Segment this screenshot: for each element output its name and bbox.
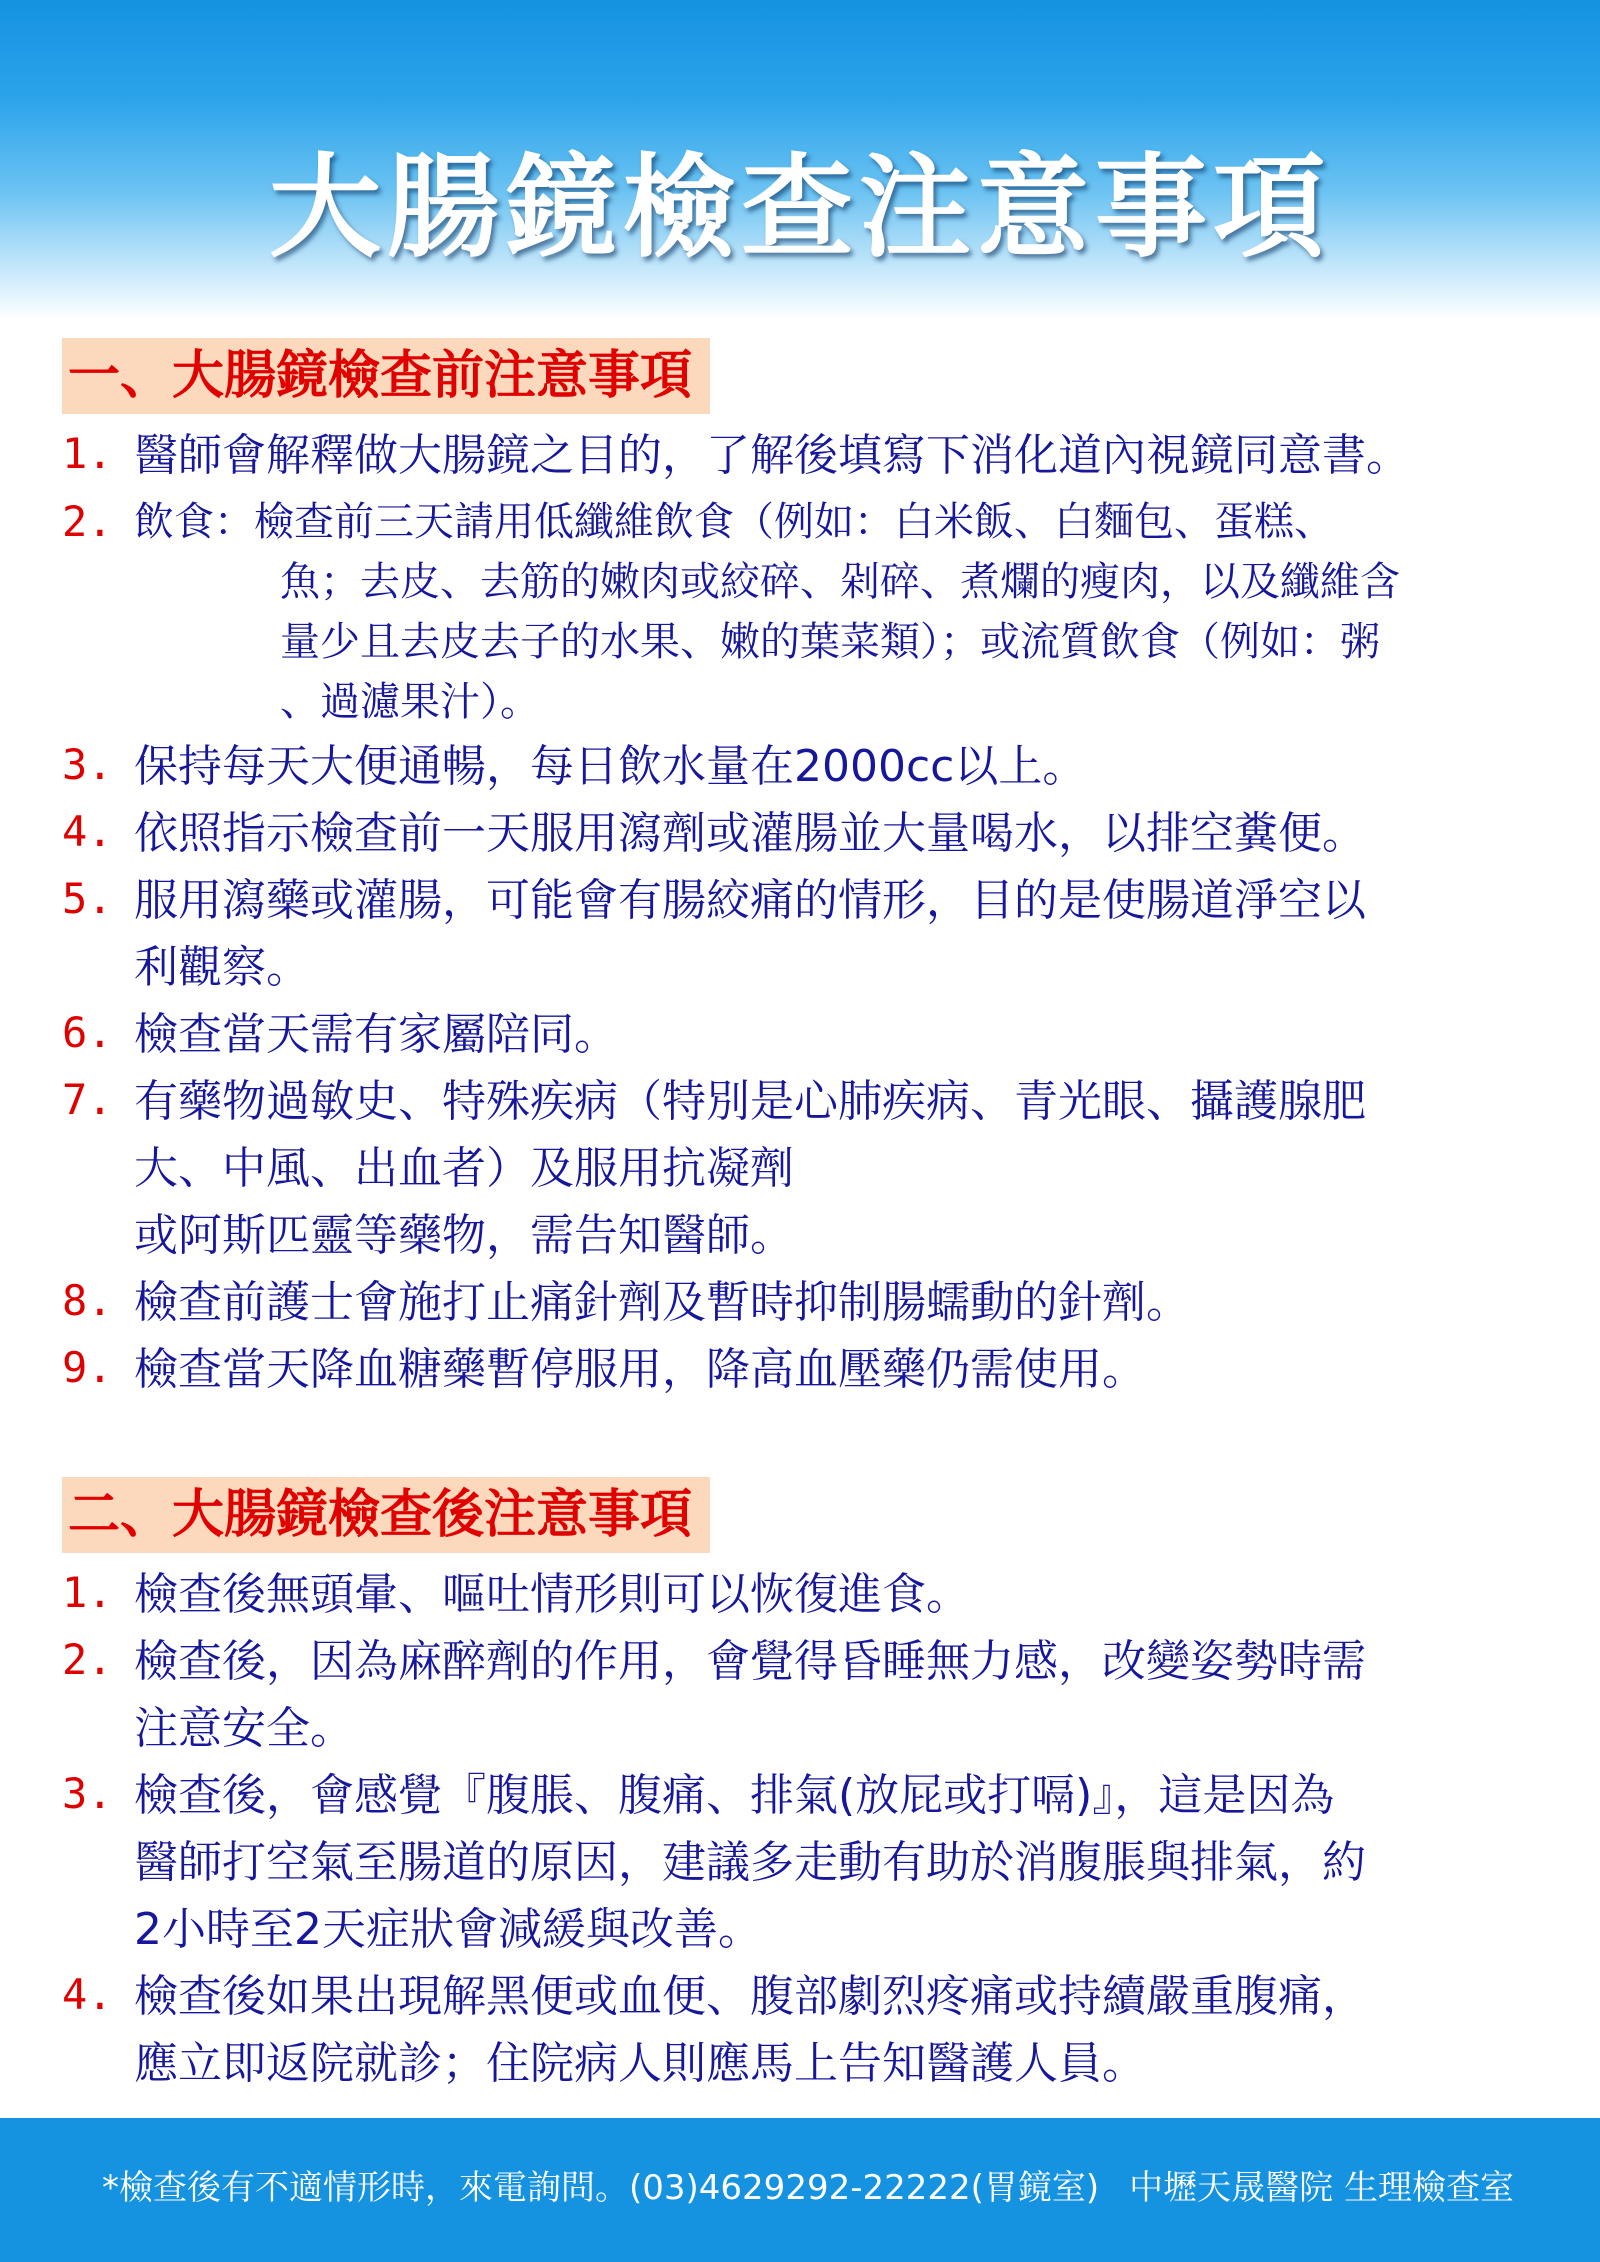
item-text xyxy=(134,733,1574,800)
item-line: 、過濾果汁）。 xyxy=(280,679,540,725)
item-text xyxy=(134,1269,1574,1336)
item-text xyxy=(134,1561,1574,1628)
item-text xyxy=(134,490,1574,730)
item-text xyxy=(134,1068,1574,1269)
item-text xyxy=(134,1336,1574,1403)
item-line: 檢查後，因為麻醉劑的作用，會覺得昏睡無力感，改變姿勢時需 xyxy=(134,1636,1366,1687)
item-line: 飲食：檢查前三天請用低纖維飲食（例如：白米飯、白麵包、蛋糕、 xyxy=(134,499,1334,545)
item-line: 醫師會解釋做大腸鏡之目的，了解後填寫下消化道內視鏡同意書。 xyxy=(134,430,1410,481)
footer-contact-note: *檢查後有不適情形時，來電詢問。(03)4629292-22222(胃鏡室) xyxy=(102,2168,1100,2208)
item-line: 檢查後，會感覺『腹脹、腹痛、排氣(放屁或打嗝)』，這是因為 xyxy=(134,1770,1335,1821)
item-line: 檢查後無頭暈、嘔吐情形則可以恢復進食。 xyxy=(134,1569,970,1620)
item-line: 檢查當天降血糖藥暫停服用，降高血壓藥仍需使用。 xyxy=(134,1344,1146,1395)
item-number: 9. xyxy=(62,1343,113,1392)
item-text xyxy=(134,422,1574,489)
item-number: 2. xyxy=(62,497,113,546)
header-banner xyxy=(0,0,1600,320)
page-title: 大腸鏡檢查注意事項 xyxy=(269,143,1331,273)
item-line: 注意安全。 xyxy=(134,1703,354,1754)
item-number: 3. xyxy=(62,740,113,789)
item-line: 檢查前護士會施打止痛針劑及暫時抑制腸蠕動的針劑。 xyxy=(134,1277,1190,1328)
item-line: 有藥物過敏史、特殊疾病（特別是心肺疾病、青光眼、攝護腺肥 xyxy=(134,1076,1366,1127)
item-line: 利觀察。 xyxy=(134,942,310,993)
footer-hospital: 中壢天晟醫院 生理檢查室 xyxy=(1129,2168,1514,2208)
item-number: 8. xyxy=(62,1276,113,1325)
item-line: 服用瀉藥或灌腸，可能會有腸絞痛的情形，目的是使腸道淨空以 xyxy=(134,875,1366,926)
item-number: 4. xyxy=(62,1970,113,2019)
item-text xyxy=(134,1001,1574,1068)
item-line: 量少且去皮去子的水果、嫩的葉菜類）；或流質飲食（例如：粥 xyxy=(280,619,1380,665)
item-line: 2小時至2天症狀會減緩與改善。 xyxy=(134,1904,762,1955)
footer-text xyxy=(102,2166,1544,2210)
item-number: 2. xyxy=(62,1635,113,1684)
item-line: 保持每天大便通暢，每日飲水量在2000cc以上。 xyxy=(134,741,1087,792)
item-number: 6. xyxy=(62,1008,113,1057)
item-line: 醫師打空氣至腸道的原因，建議多走動有助於消腹脹與排氣，約 xyxy=(134,1837,1366,1888)
item-line: 檢查當天需有家屬陪同。 xyxy=(134,1009,618,1060)
section2-heading: 二、大腸鏡檢查後注意事項 xyxy=(62,1477,710,1553)
item-text xyxy=(134,1762,1574,1963)
item-number: 5. xyxy=(62,874,113,923)
item-text xyxy=(134,800,1574,867)
item-number: 4. xyxy=(62,807,113,856)
item-text xyxy=(134,1628,1574,1762)
footer-bar xyxy=(0,2118,1600,2262)
item-number: 1. xyxy=(62,1568,113,1617)
item-line: 檢查後如果出現解黑便或血便、腹部劇烈疼痛或持續嚴重腹痛， xyxy=(134,1971,1366,2022)
item-line: 應立即返院就診；住院病人則應馬上告知醫護人員。 xyxy=(134,2038,1146,2089)
item-text xyxy=(134,867,1574,1001)
section1-heading: 一、大腸鏡檢查前注意事項 xyxy=(62,338,710,414)
item-number: 7. xyxy=(62,1075,113,1124)
item-line: 魚；去皮、去筋的嫩肉或絞碎、剁碎、煮爛的瘦肉，以及纖維含 xyxy=(280,559,1400,605)
item-text xyxy=(134,1963,1574,2097)
item-line: 或阿斯匹靈等藥物，需告知醫師。 xyxy=(134,1210,794,1261)
item-number: 3. xyxy=(62,1769,113,1818)
item-line: 大、中風、出血者）及服用抗凝劑 xyxy=(134,1143,794,1194)
item-number: 1. xyxy=(62,429,113,478)
item-line: 依照指示檢查前一天服用瀉劑或灌腸並大量喝水，以排空糞便。 xyxy=(134,808,1366,859)
